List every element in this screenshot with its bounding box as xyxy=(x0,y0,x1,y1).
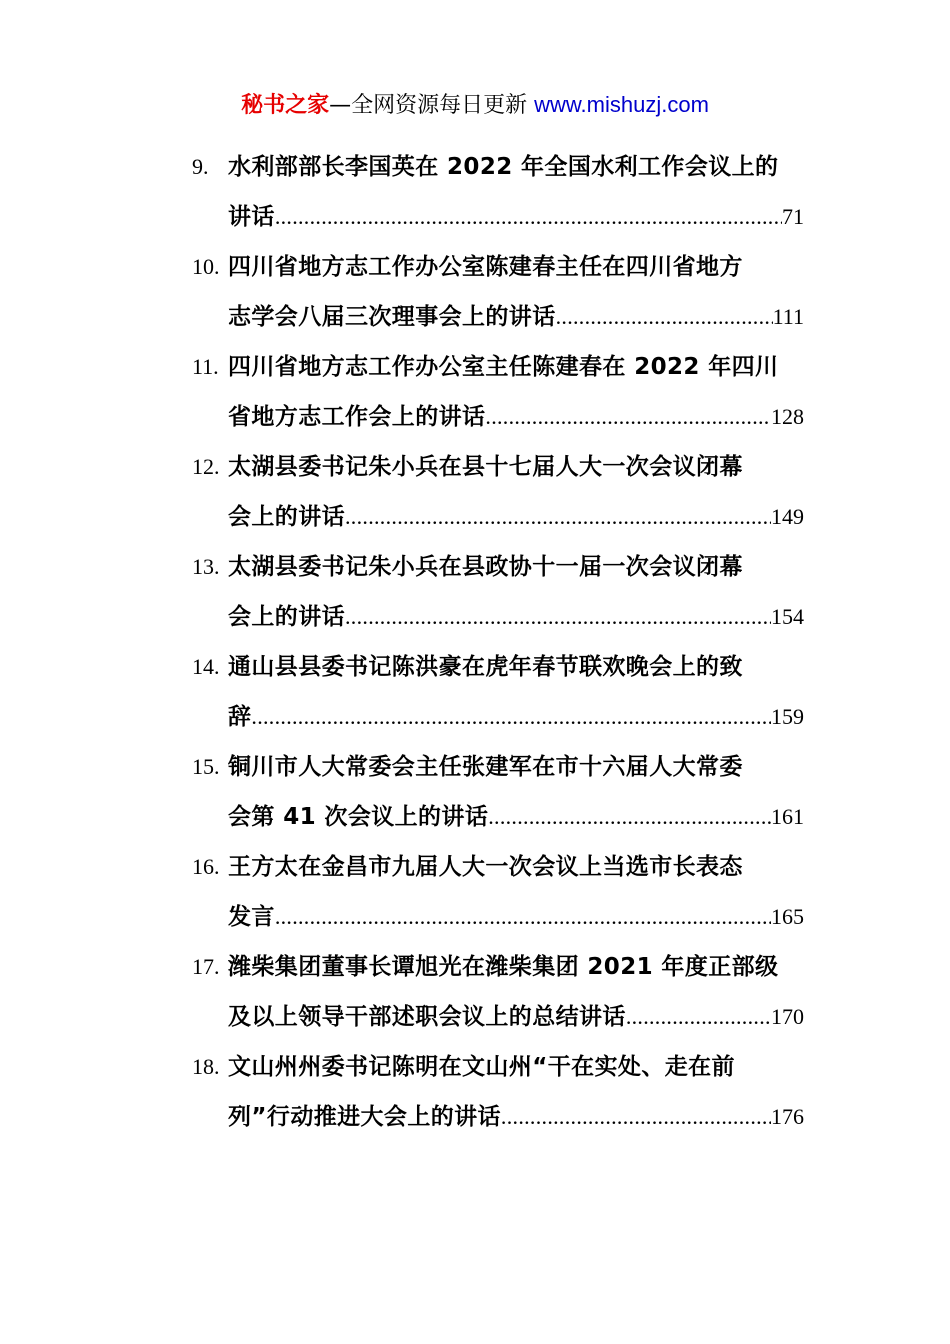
brand-name: 秘书之家 xyxy=(241,93,330,118)
dot-leader xyxy=(345,592,771,642)
toc-page-number: 128 xyxy=(771,404,804,429)
toc-entry-title: 文山州州委书记陈明在文山州“干在实处、走在前 xyxy=(228,1054,735,1080)
header-tagline: —全网资源每日更新 xyxy=(329,93,535,118)
toc-entry-title: 太湖县委书记朱小兵在县政协十一届一次会议闭幕 xyxy=(228,554,743,580)
toc-entry-title-end: 会上的讲话 xyxy=(228,504,345,530)
dot-leader xyxy=(626,992,771,1042)
toc-entry-number: 17. xyxy=(192,954,220,979)
toc-entry-title: 通山县县委书记陈洪豪在虎年春节联欢晚会上的致 xyxy=(228,654,743,680)
toc-entry-title: 王方太在金昌市九届人大一次会议上当选市长表态 xyxy=(228,854,743,880)
toc-entry-number: 9. xyxy=(192,154,209,179)
toc-entry[interactable] xyxy=(192,642,804,742)
dot-leader xyxy=(485,392,771,442)
toc-page-number: 149 xyxy=(771,504,804,529)
toc-entry-number: 14. xyxy=(192,654,220,679)
site-url[interactable]: www.mishuzj.com xyxy=(534,92,709,117)
toc-entry-number: 15. xyxy=(192,754,220,779)
toc-entry-title-end: 辞 xyxy=(228,704,252,730)
toc-page-number: 161 xyxy=(771,804,804,829)
table-of-contents xyxy=(192,142,804,1142)
toc-entry-number: 12. xyxy=(192,454,220,479)
toc-entry[interactable] xyxy=(192,542,804,642)
toc-page-number: 154 xyxy=(771,604,804,629)
toc-entry-title-end: 会第 41 次会议上的讲话 xyxy=(228,804,489,830)
toc-entry[interactable] xyxy=(192,442,804,542)
dot-leader xyxy=(275,192,782,242)
toc-page-number: 176 xyxy=(771,1104,804,1129)
toc-entry-title: 铜川市人大常委会主任张建军在市十六届人大常委 xyxy=(228,754,743,780)
toc-entry-number: 11. xyxy=(192,354,219,379)
toc-entry[interactable] xyxy=(192,242,804,342)
toc-entry-title-end: 列”行动推进大会上的讲话 xyxy=(228,1104,501,1130)
toc-entry-title-end: 及以上领导干部述职会议上的总结讲话 xyxy=(228,1004,626,1030)
toc-entry-title-end: 省地方志工作会上的讲话 xyxy=(228,404,486,430)
dot-leader xyxy=(345,492,771,542)
toc-entry-continuation xyxy=(228,792,804,842)
toc-entry-continuation xyxy=(228,892,804,942)
toc-entry[interactable] xyxy=(192,142,804,242)
toc-page-number: 170 xyxy=(771,1004,804,1029)
toc-page-number: 159 xyxy=(771,704,804,729)
site-header xyxy=(0,88,950,123)
toc-entry-title-end: 志学会八届三次理事会上的讲话 xyxy=(228,304,556,330)
toc-entry-continuation xyxy=(228,492,804,542)
toc-entry[interactable] xyxy=(192,942,804,1042)
toc-entry-title-end: 讲话 xyxy=(228,204,275,230)
toc-page-number: 111 xyxy=(772,304,804,329)
toc-entry-continuation xyxy=(228,192,804,242)
toc-entry-continuation xyxy=(228,692,804,742)
dot-leader xyxy=(501,1092,771,1142)
toc-entry-number: 18. xyxy=(192,1054,220,1079)
toc-entry[interactable] xyxy=(192,742,804,842)
toc-entry-number: 13. xyxy=(192,554,220,579)
toc-entry-continuation xyxy=(228,992,804,1042)
dot-leader xyxy=(556,292,773,342)
toc-entry-continuation xyxy=(228,292,804,342)
toc-entry-continuation xyxy=(228,592,804,642)
toc-entry-title: 水利部部长李国英在 2022 年全国水利工作会议上的 xyxy=(228,154,779,180)
toc-entry[interactable] xyxy=(192,342,804,442)
toc-entry-title: 四川省地方志工作办公室主任陈建春在 2022 年四川 xyxy=(228,354,779,380)
toc-entry-title: 潍柴集团董事长谭旭光在潍柴集团 2021 年度正部级 xyxy=(228,954,779,980)
toc-entry[interactable] xyxy=(192,1042,804,1142)
toc-entry-continuation xyxy=(228,392,804,442)
dot-leader xyxy=(488,792,771,842)
toc-entry-title: 太湖县委书记朱小兵在县十七届人大一次会议闭幕 xyxy=(228,454,743,480)
toc-entry-title-end: 发言 xyxy=(228,904,275,930)
toc-entry[interactable] xyxy=(192,842,804,942)
dot-leader xyxy=(251,692,771,742)
toc-page-number: 71 xyxy=(782,204,804,229)
toc-entry-number: 10. xyxy=(192,254,220,279)
toc-entry-title-end: 会上的讲话 xyxy=(228,604,345,630)
dot-leader xyxy=(275,892,771,942)
toc-entry-number: 16. xyxy=(192,854,220,879)
toc-entry-continuation xyxy=(228,1092,804,1142)
toc-page-number: 165 xyxy=(771,904,804,929)
toc-entry-title: 四川省地方志工作办公室陈建春主任在四川省地方 xyxy=(228,254,743,280)
